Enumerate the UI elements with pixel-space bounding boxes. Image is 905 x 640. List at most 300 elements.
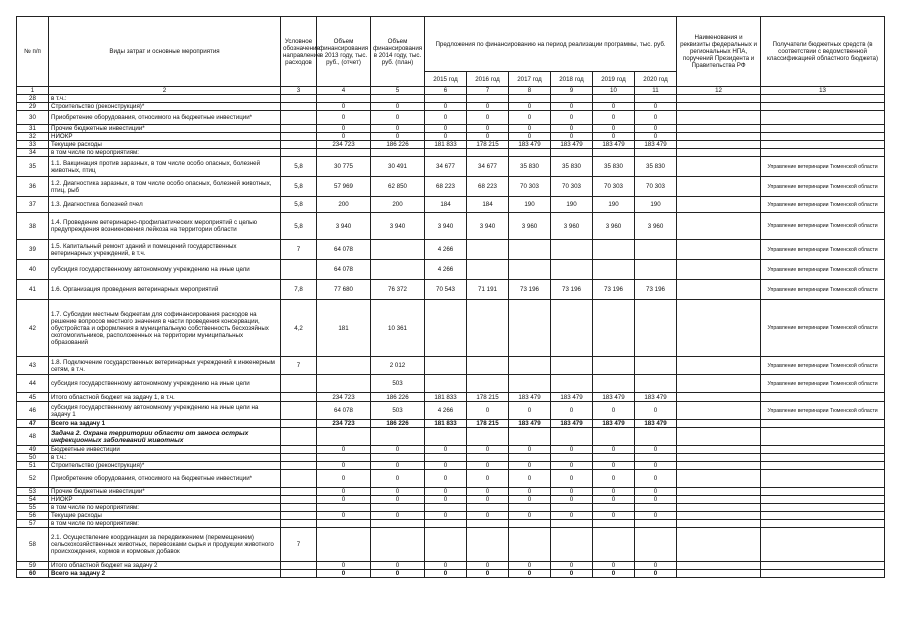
row-acts (677, 125, 761, 133)
row-code (281, 125, 317, 133)
row-value: 0 (371, 562, 425, 570)
row-code (281, 111, 317, 125)
row-value (371, 260, 425, 280)
table-row (17, 149, 885, 157)
table-row (17, 157, 885, 177)
row-value: 0 (467, 512, 509, 520)
table-row (17, 470, 885, 488)
row-recipient: Управление ветеринарии Тюменской области (761, 300, 885, 357)
column-number: 4 (317, 87, 371, 95)
row-value: 0 (593, 446, 635, 454)
row-value: 183 479 (593, 420, 635, 428)
row-number: 43 (17, 357, 49, 375)
row-value (467, 504, 509, 512)
row-recipient (761, 393, 885, 402)
row-value: 0 (371, 470, 425, 488)
row-value: 0 (371, 125, 425, 133)
header-year: 2017 год (509, 72, 551, 87)
row-number: 49 (17, 446, 49, 454)
row-value: 71 191 (467, 280, 509, 300)
row-value: 0 (371, 133, 425, 141)
row-value: 0 (317, 103, 371, 111)
row-value (371, 428, 425, 446)
row-value (593, 149, 635, 157)
row-value (467, 240, 509, 260)
row-value: 0 (551, 496, 593, 504)
row-value: 0 (467, 125, 509, 133)
row-value: 0 (371, 512, 425, 520)
row-value: 0 (425, 125, 467, 133)
row-value: 0 (635, 562, 677, 570)
row-value: 0 (509, 496, 551, 504)
row-acts (677, 470, 761, 488)
row-recipient: Управление ветеринарии Тюменской области (761, 402, 885, 420)
column-number: 7 (467, 87, 509, 95)
row-value (551, 504, 593, 512)
row-recipient (761, 496, 885, 504)
row-recipient (761, 133, 885, 141)
row-value: 0 (371, 488, 425, 496)
row-value: 0 (317, 446, 371, 454)
row-value (467, 260, 509, 280)
table-row (17, 197, 885, 213)
row-value: 0 (371, 446, 425, 454)
row-value: 0 (317, 470, 371, 488)
row-value: 181 833 (425, 141, 467, 149)
row-value: 0 (593, 462, 635, 470)
row-value (593, 240, 635, 260)
row-number: 50 (17, 454, 49, 462)
row-value: 0 (509, 562, 551, 570)
row-number: 32 (17, 133, 49, 141)
row-value (551, 375, 593, 393)
row-value (593, 300, 635, 357)
row-value (635, 95, 677, 103)
row-value: 0 (317, 111, 371, 125)
row-value: 68 223 (425, 177, 467, 197)
row-acts (677, 402, 761, 420)
row-value: 503 (371, 375, 425, 393)
row-value: 0 (509, 402, 551, 420)
row-value (509, 428, 551, 446)
row-value (317, 428, 371, 446)
row-title: Прочие бюджетные инвестиции* (49, 488, 281, 496)
row-number: 41 (17, 280, 49, 300)
row-value: 73 196 (509, 280, 551, 300)
row-recipient (761, 528, 885, 562)
row-code (281, 393, 317, 402)
row-number: 40 (17, 260, 49, 280)
row-value: 35 830 (635, 157, 677, 177)
row-value: 77 680 (317, 280, 371, 300)
table-row (17, 504, 885, 512)
row-title: субсидия государственному автономному учреждению на иные цели (49, 375, 281, 393)
row-value (593, 260, 635, 280)
row-value (467, 428, 509, 446)
row-recipient: Управление ветеринарии Тюменской области (761, 177, 885, 197)
row-value: 0 (425, 488, 467, 496)
row-value: 0 (509, 125, 551, 133)
row-value: 30 775 (317, 157, 371, 177)
table-row (17, 488, 885, 496)
row-value: 3 960 (509, 213, 551, 240)
row-number: 52 (17, 470, 49, 488)
row-recipient (761, 141, 885, 149)
row-value (551, 95, 593, 103)
row-value (425, 504, 467, 512)
row-acts (677, 280, 761, 300)
row-value (371, 528, 425, 562)
row-value: 3 960 (551, 213, 593, 240)
row-value (467, 149, 509, 157)
row-number: 33 (17, 141, 49, 149)
table-row (17, 446, 885, 454)
table-row (17, 496, 885, 504)
header-year: 2019 год (593, 72, 635, 87)
table-row (17, 213, 885, 240)
table-row (17, 570, 885, 578)
row-value (467, 375, 509, 393)
row-value: 0 (317, 133, 371, 141)
row-value: 0 (551, 470, 593, 488)
table-row (17, 375, 885, 393)
row-code (281, 488, 317, 496)
row-acts (677, 528, 761, 562)
row-value: 183 479 (509, 393, 551, 402)
row-value (635, 149, 677, 157)
row-value (509, 504, 551, 512)
row-value: 35 830 (551, 157, 593, 177)
row-title: Всего на задачу 2 (49, 570, 281, 578)
row-value (509, 375, 551, 393)
row-title: 1.6. Организация проведения ветеринарных мероприятий (49, 280, 281, 300)
row-recipient (761, 454, 885, 462)
row-value: 183 479 (593, 393, 635, 402)
row-code (281, 141, 317, 149)
row-value: 68 223 (467, 177, 509, 197)
row-value: 0 (317, 512, 371, 520)
row-acts (677, 260, 761, 280)
row-value: 181 833 (425, 420, 467, 428)
row-value: 0 (467, 496, 509, 504)
column-number: 6 (425, 87, 467, 95)
row-value: 0 (467, 562, 509, 570)
row-acts (677, 512, 761, 520)
table-row (17, 141, 885, 149)
row-code (281, 95, 317, 103)
row-value: 184 (425, 197, 467, 213)
row-code (281, 570, 317, 578)
row-code: 5,8 (281, 197, 317, 213)
row-value: 0 (635, 133, 677, 141)
row-value (635, 260, 677, 280)
row-value: 0 (317, 462, 371, 470)
row-code: 5,8 (281, 157, 317, 177)
row-value (467, 357, 509, 375)
row-value: 178 215 (467, 393, 509, 402)
row-value (371, 504, 425, 512)
table-row (17, 125, 885, 133)
row-value (317, 454, 371, 462)
row-value: 0 (635, 402, 677, 420)
row-recipient (761, 512, 885, 520)
row-title: Итого областной бюджет на задачу 2 (49, 562, 281, 570)
row-code (281, 562, 317, 570)
row-value: 76 372 (371, 280, 425, 300)
row-value: 178 215 (467, 141, 509, 149)
row-value: 190 (509, 197, 551, 213)
header-acts: Наименования и реквизиты федеральных и региональных НПА, поручений Президента и Правительства РФ (677, 17, 761, 87)
row-title: Текущие расходы (49, 512, 281, 520)
row-recipient (761, 446, 885, 454)
row-value: 62 850 (371, 177, 425, 197)
row-recipient (761, 562, 885, 570)
row-value: 0 (371, 570, 425, 578)
row-recipient: Управление ветеринарии Тюменской области (761, 375, 885, 393)
row-value: 70 303 (509, 177, 551, 197)
row-code (281, 133, 317, 141)
row-value: 0 (551, 402, 593, 420)
row-value: 0 (635, 462, 677, 470)
row-value: 0 (593, 512, 635, 520)
row-value (425, 454, 467, 462)
row-code: 5,8 (281, 177, 317, 197)
row-value: 186 226 (371, 141, 425, 149)
row-value: 0 (467, 111, 509, 125)
row-value: 0 (425, 446, 467, 454)
row-number: 34 (17, 149, 49, 157)
row-number: 36 (17, 177, 49, 197)
row-acts (677, 504, 761, 512)
header-recipients: Получатели бюджетных средств (в соответствии с ведомственной классификацией областного бюджета) (761, 17, 885, 87)
row-value: 0 (317, 562, 371, 570)
row-value: 0 (551, 103, 593, 111)
table-row (17, 133, 885, 141)
row-title: в том числе по мероприятиям: (49, 504, 281, 512)
row-acts (677, 420, 761, 428)
row-value (593, 454, 635, 462)
row-acts (677, 562, 761, 570)
row-value (425, 375, 467, 393)
table-row (17, 95, 885, 103)
row-value: 0 (551, 462, 593, 470)
row-value: 4 266 (425, 402, 467, 420)
row-value (317, 95, 371, 103)
row-value: 73 196 (635, 280, 677, 300)
row-value (551, 260, 593, 280)
row-value: 0 (635, 446, 677, 454)
row-value: 0 (425, 512, 467, 520)
row-acts (677, 357, 761, 375)
row-number: 58 (17, 528, 49, 562)
row-recipient (761, 149, 885, 157)
row-value: 0 (551, 570, 593, 578)
row-value: 0 (509, 470, 551, 488)
row-value: 183 479 (509, 420, 551, 428)
row-value: 0 (509, 446, 551, 454)
row-code (281, 149, 317, 157)
row-value: 184 (467, 197, 509, 213)
row-number: 37 (17, 197, 49, 213)
row-value: 3 940 (467, 213, 509, 240)
row-value: 0 (551, 488, 593, 496)
row-value: 57 969 (317, 177, 371, 197)
row-acts (677, 520, 761, 528)
table-row (17, 454, 885, 462)
row-code: 4,2 (281, 300, 317, 357)
header-num: № п/п (17, 17, 49, 87)
row-value (551, 454, 593, 462)
row-recipient (761, 125, 885, 133)
row-value: 0 (635, 125, 677, 133)
row-value: 0 (593, 402, 635, 420)
row-value: 0 (551, 446, 593, 454)
row-value: 0 (551, 133, 593, 141)
row-value (425, 428, 467, 446)
table-row (17, 528, 885, 562)
row-value (317, 375, 371, 393)
row-value (317, 357, 371, 375)
row-acts (677, 111, 761, 125)
row-recipient (761, 520, 885, 528)
row-title: 1.1. Вакцинация против заразных, в том числе особо опасных, болезней животных, птиц (49, 157, 281, 177)
row-value (467, 454, 509, 462)
row-value (593, 95, 635, 103)
row-value: 186 226 (371, 393, 425, 402)
row-number: 47 (17, 420, 49, 428)
row-code (281, 520, 317, 528)
row-code (281, 402, 317, 420)
row-acts (677, 177, 761, 197)
row-value (509, 260, 551, 280)
row-title: Задача 2. Охрана территории области от заноса острых инфекционных заболеваний животных (49, 428, 281, 446)
row-value: 183 479 (509, 141, 551, 149)
row-value (425, 95, 467, 103)
row-value: 190 (635, 197, 677, 213)
row-value: 0 (371, 103, 425, 111)
row-value: 0 (635, 512, 677, 520)
row-value (593, 428, 635, 446)
column-number: 2 (49, 87, 281, 95)
row-value: 64 078 (317, 240, 371, 260)
row-acts (677, 300, 761, 357)
row-title: Итого областной бюджет на задачу 1, в т.ч. (49, 393, 281, 402)
row-acts (677, 95, 761, 103)
row-value: 3 940 (317, 213, 371, 240)
row-value: 0 (593, 496, 635, 504)
row-title: Приобретение оборудования, относимого на бюджетные инвестиции* (49, 470, 281, 488)
column-number: 8 (509, 87, 551, 95)
row-value (509, 520, 551, 528)
table-row (17, 280, 885, 300)
row-value (371, 240, 425, 260)
table-row (17, 462, 885, 470)
row-title: 1.7. Субсидии местным бюджетам для софинансирования расходов на решение вопросов местного значения в части проведения консервации, обустройства и оформления в муниципальную собственность бесхозяйных скотомогильников, расположенных на территории муниципальных образований (49, 300, 281, 357)
header-2013: Объем финансирования в 2013 году, тыс. руб., (отчет) (317, 17, 371, 87)
row-value: 183 479 (635, 393, 677, 402)
row-value: 0 (551, 512, 593, 520)
row-acts (677, 197, 761, 213)
row-value: 35 830 (593, 157, 635, 177)
row-value: 0 (467, 488, 509, 496)
row-value: 0 (635, 570, 677, 578)
row-value (467, 528, 509, 562)
row-code: 7 (281, 528, 317, 562)
row-value: 3 960 (593, 213, 635, 240)
row-value: 0 (551, 562, 593, 570)
column-number: 13 (761, 87, 885, 95)
row-title: в том числе по мероприятиям: (49, 520, 281, 528)
table-row (17, 111, 885, 125)
row-value (317, 528, 371, 562)
row-number: 31 (17, 125, 49, 133)
row-value (635, 454, 677, 462)
row-value (551, 528, 593, 562)
table-row (17, 428, 885, 446)
row-value: 190 (593, 197, 635, 213)
header-year: 2018 год (551, 72, 593, 87)
row-number: 57 (17, 520, 49, 528)
row-recipient (761, 111, 885, 125)
row-acts (677, 393, 761, 402)
row-number: 30 (17, 111, 49, 125)
row-value: 0 (509, 570, 551, 578)
row-recipient (761, 570, 885, 578)
row-value: 70 303 (635, 177, 677, 197)
row-value: 0 (593, 488, 635, 496)
row-number: 60 (17, 570, 49, 578)
header-year: 2016 год (467, 72, 509, 87)
row-value: 2 012 (371, 357, 425, 375)
row-value: 0 (509, 512, 551, 520)
row-value: 0 (317, 570, 371, 578)
row-code (281, 504, 317, 512)
row-recipient: Управление ветеринарии Тюменской области (761, 197, 885, 213)
row-value: 234 723 (317, 420, 371, 428)
financing-table (16, 16, 885, 578)
row-value (509, 149, 551, 157)
row-value (371, 149, 425, 157)
row-value (635, 240, 677, 260)
row-value: 0 (317, 125, 371, 133)
column-number: 3 (281, 87, 317, 95)
row-value: 0 (593, 125, 635, 133)
header-2014: Объем финансирования в 2014 году, тыс. руб. (план) (371, 17, 425, 87)
row-value (593, 357, 635, 375)
row-title: Строительство (реконструкция)* (49, 462, 281, 470)
row-recipient: Управление ветеринарии Тюменской области (761, 357, 885, 375)
row-number: 39 (17, 240, 49, 260)
row-number: 45 (17, 393, 49, 402)
row-code: 7 (281, 240, 317, 260)
row-value (467, 520, 509, 528)
row-value: 0 (425, 111, 467, 125)
row-recipient (761, 420, 885, 428)
row-value: 0 (593, 570, 635, 578)
row-value (509, 528, 551, 562)
row-value: 0 (509, 103, 551, 111)
row-value (551, 357, 593, 375)
row-title: Всего на задачу 1 (49, 420, 281, 428)
row-value: 0 (467, 103, 509, 111)
row-value: 183 479 (635, 141, 677, 149)
row-value: 183 479 (551, 420, 593, 428)
row-value: 183 479 (551, 393, 593, 402)
row-value: 0 (317, 488, 371, 496)
row-recipient (761, 470, 885, 488)
row-number: 46 (17, 402, 49, 420)
row-number: 55 (17, 504, 49, 512)
